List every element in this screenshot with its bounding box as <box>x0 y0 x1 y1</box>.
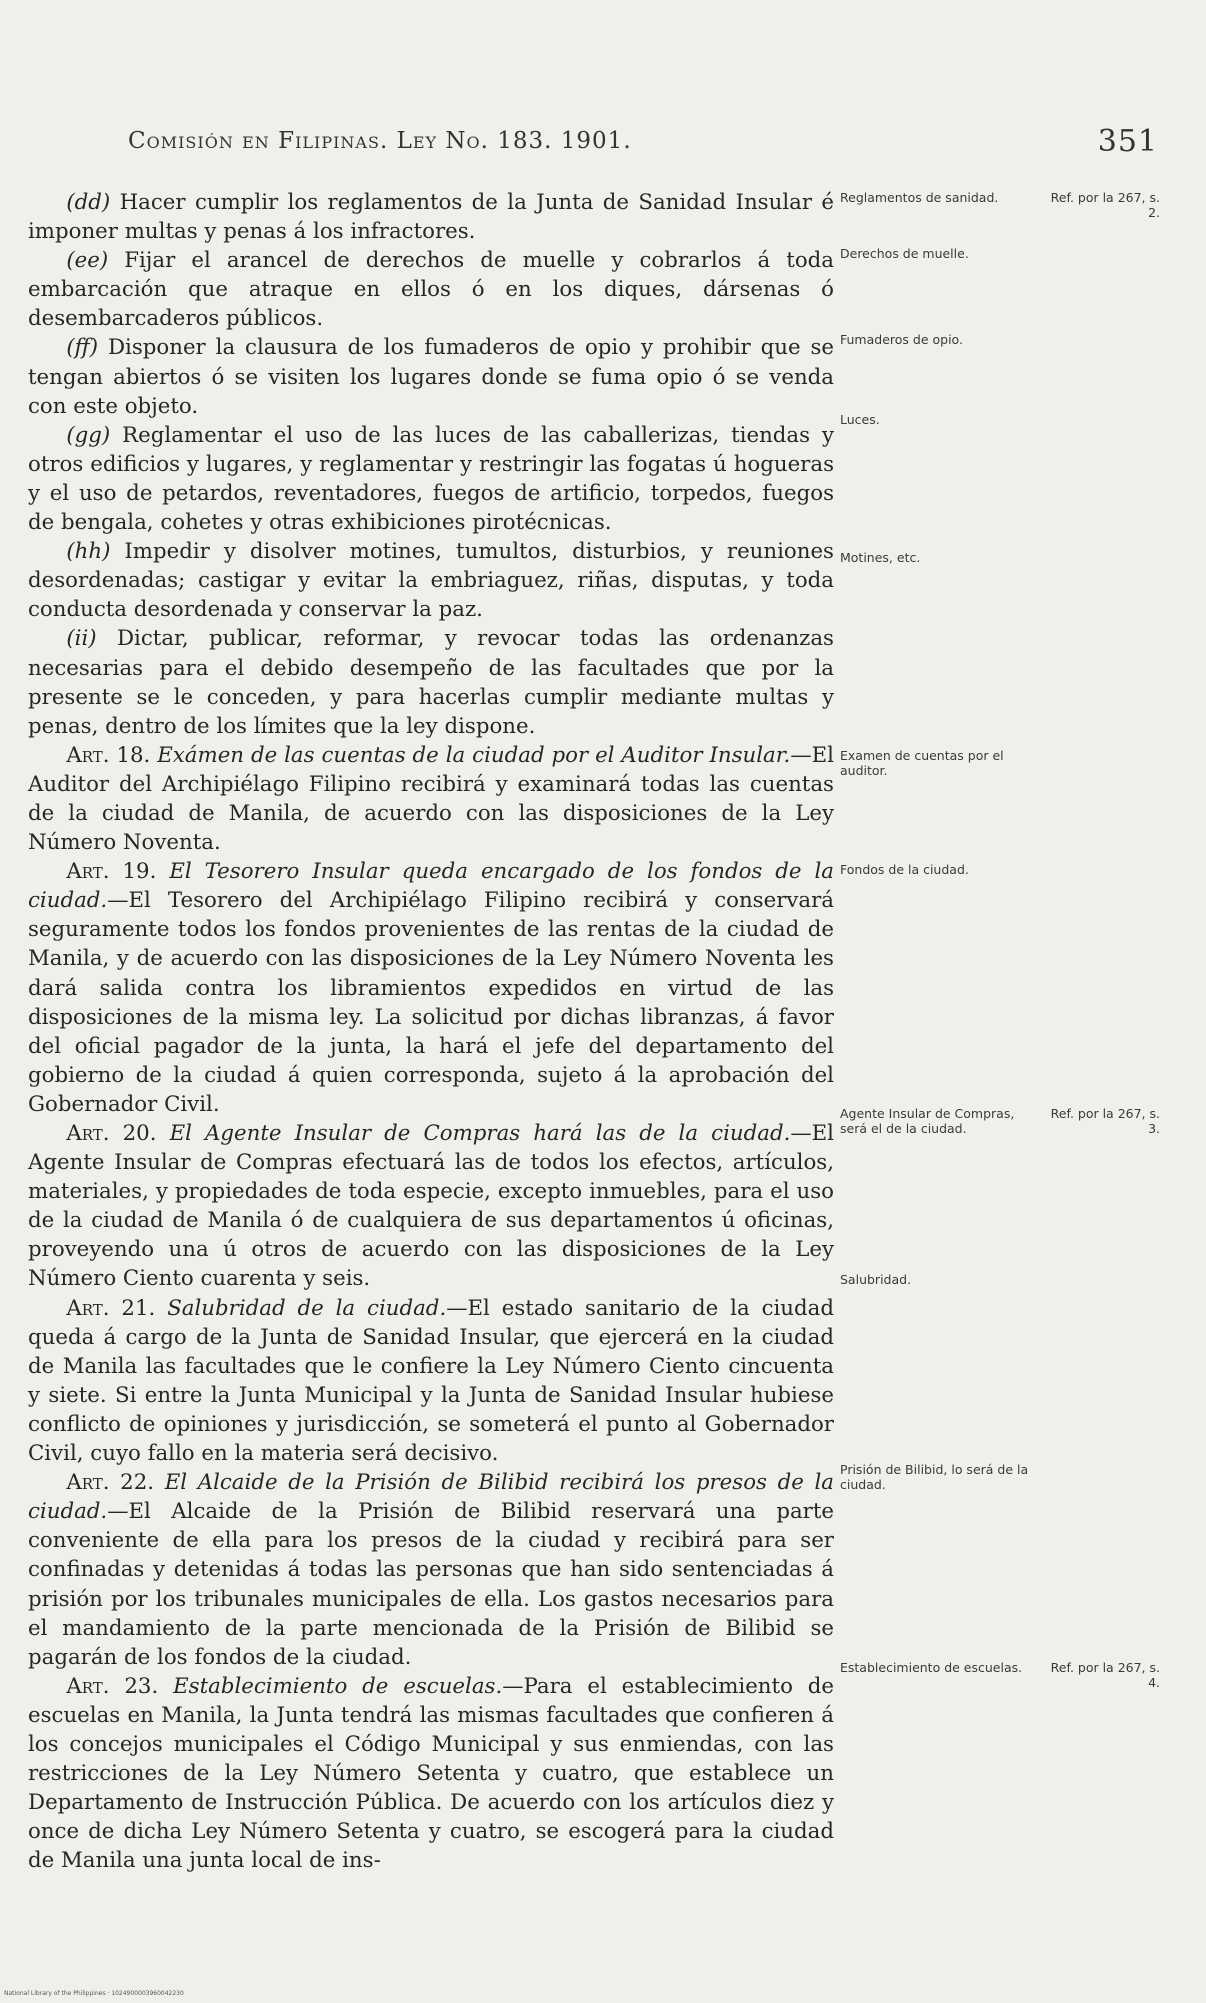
page-number: 351 <box>1097 124 1158 159</box>
margin-note-text: Motines, etc. <box>840 550 921 565</box>
paragraph-text: Fijar el arancel de derechos de muelle y cobrarlos á toda embarcación que atraque en ellos ó en los diques, dársenas ó desembarcaderos públicos. <box>28 248 834 332</box>
body-text <box>28 188 834 1875</box>
article-18 <box>28 741 834 857</box>
clause-label: (hh) <box>66 539 111 565</box>
margin-note-text: Derechos de muelle. <box>840 246 969 261</box>
scan-footer: National Library of the Philippines · 1024900003960042230 <box>4 1990 184 1997</box>
paragraph-ee <box>28 246 834 333</box>
margin-note-ref: Ref. por la 267, s. 2. <box>1050 190 1160 220</box>
margin-note-text: Establecimiento de escuelas. <box>840 1660 1023 1675</box>
clause-label: (dd) <box>66 190 111 215</box>
clause-label: (ee) <box>66 248 109 274</box>
margin-note-text: Reglamentos de sanidad. <box>840 190 999 205</box>
margin-note-text: Agente Insular de Compras, será el de la ciudad. <box>840 1106 1015 1136</box>
article-title: Salubridad de la ciudad. <box>167 1295 447 1321</box>
article-title: Establecimiento de escuelas. <box>173 1673 503 1699</box>
paragraph-text: —El Agente Insular de Compras efectuará las de todos los efectos, artículos, materiales, y propiedades de toda especie, excepto inmuebles, para el uso de la ciudad de Manila ó de cualquiera de sus departamentos ú oficinas, proveyendo una ú otros de acuerdo con las disposiciones de la Ley Número Ciento cuarenta y seis. <box>28 1121 834 1292</box>
article-number: Art. 23. <box>66 1673 159 1699</box>
article-number: Art. 22. <box>66 1470 155 1496</box>
margin-note-text: Prisión de Bilibid, lo será de la ciudad. <box>840 1462 1029 1492</box>
article-21 <box>28 1294 834 1469</box>
paragraph-hh <box>28 537 834 624</box>
paragraph-text: Disponer la clausura de los fumaderos de opio y prohibir que se tengan abiertos ó se visiten los lugares donde se fuma opio ó se venda con este objeto. <box>28 335 834 419</box>
clause-label: (ff) <box>66 335 99 361</box>
article-title: El Alcaide de la Prisión de Bilibid recibirá los presos de la ciudad. <box>28 1470 834 1525</box>
article-title: El Agente Insular de Compras hará las de la ciudad. <box>169 1121 791 1146</box>
margin-note-text: Fondos de la ciudad. <box>840 862 969 877</box>
clause-label: (ii) <box>66 626 97 652</box>
article-number: Art. 18. <box>66 742 151 768</box>
paragraph-ff <box>28 333 834 420</box>
article-23 <box>28 1672 834 1876</box>
paragraph-text: Reglamentar el uso de las luces de las caballerizas, tiendas y otros edificios y lugares, y reglamentar y restringir las fogatas ú hogueras y el uso de petardos, reventadores, fuegos de artificio, torpedos, fuegos de bengala, cohetes y otras exhibiciones pirotécnicas. <box>28 422 834 536</box>
article-title: Exámen de las cuentas de la ciudad por el Auditor Insular. <box>157 742 791 768</box>
paragraph-text: —Para el establecimiento de escuelas en Manila, la Junta tendrá las mismas facultades que confieren á los concejos municipales el Código Municipal y sus enmiendas, con las restricciones de la Ley Número Setenta y cuatro, que establece un Departamento de Instrucción Pública. De acuerdo con los artículos diez y once de dicha Ley Número Setenta y cuatro, se escogerá para la ciudad de Manila una junta local de ins- <box>28 1673 834 1874</box>
margin-note-ref: Ref. por la 267, s. 4. <box>1050 1660 1160 1690</box>
margin-note-text: Luces. <box>840 412 880 427</box>
paragraph-text: Hacer cumplir los reglamentos de la Junta de Sanidad Insular é imponer multas y penas á los infractores. <box>28 190 834 245</box>
article-number: Art. 20. <box>66 1121 157 1146</box>
paragraph-text: —El Tesorero del Archipiélago Filipino recibirá y conservará seguramente todos los fondos provenientes de las rentas de la ciudad de Manila, y de acuerdo con las disposiciones de la Ley Número Noventa les dará salida contra los libramientos expedidos en virtud de las disposiciones de la misma ley. La solicitud por dichas libranzas, á favor del oficial pagador de la junta, la hará el jefe del departamento del gobierno de la ciudad á quien corresponda, sujeto á la aprobación del Gobernador Civil. <box>28 888 834 1117</box>
paragraph-text: —El Auditor del Archipiélago Filipino recibirá y examinará todas las cuentas de la ciudad de Manila, de acuerdo con las disposiciones de la Ley Número Noventa. <box>28 742 834 856</box>
article-number: Art. 19. <box>66 859 157 885</box>
paragraph-text: Impedir y disolver motines, tumultos, disturbios, y reuniones desordenadas; castigar y evitar la embriaguez, riñas, disputas, y toda conducta desordenada y conservar la paz. <box>28 539 834 623</box>
article-19 <box>28 857 834 1119</box>
margin-notes <box>840 0 1160 2003</box>
margin-note-text: Fumaderos de opio. <box>840 332 963 347</box>
paragraph-text: —El Alcaide de la Prisión de Bilibid reservará una parte conveniente de ella para los presos de la ciudad y recibirá para ser confinadas y detenidas á todas las personas que han sido sentenciadas á prisión por los tribunales municipales de ella. Los gastos necesarios para el mandamiento de la parte mencionada de la Prisión de Bilibid se pagarán de los fondos de la ciudad. <box>28 1499 834 1670</box>
article-20 <box>28 1119 834 1294</box>
margin-note-text: Salubridad. <box>840 1272 912 1287</box>
running-title: Comisión en Filipinas. Ley No. 183. 1901. <box>128 128 632 154</box>
margin-note-ref: Ref. por la 267, s. 3. <box>1050 1106 1160 1136</box>
article-title: El Tesorero Insular queda encargado de los fondos de la ciudad. <box>28 859 834 914</box>
paragraph-dd <box>28 188 834 246</box>
paragraph-text: Dictar, publicar, reformar, y revocar todas las ordenanzas necesarias para el debido desempeño de las facultades que por la presente se le conceden, y para hacerlas cumplir mediante multas y penas, dentro de los límites que la ley dispone. <box>28 626 834 739</box>
paragraph-gg <box>28 421 834 537</box>
clause-label: (gg) <box>66 422 111 448</box>
paragraph-text: —El estado sanitario de la ciudad queda á cargo de la Junta de Sanidad Insular, que ejercerá en la ciudad de Manila las facultades que le confiere la Ley Número Ciento cincuenta y siete. Si entre la Junta Municipal y la Junta de Sanidad Insular hubiese conflicto de opiniones y jurisdicción, se someterá el punto al Gobernador Civil, cuyo fallo en la materia será decisivo. <box>28 1295 834 1467</box>
article-22 <box>28 1468 834 1672</box>
article-number: Art. 21. <box>66 1295 156 1321</box>
paragraph-ii <box>28 624 834 740</box>
margin-note-text: Examen de cuentas por el auditor. <box>840 748 1004 778</box>
